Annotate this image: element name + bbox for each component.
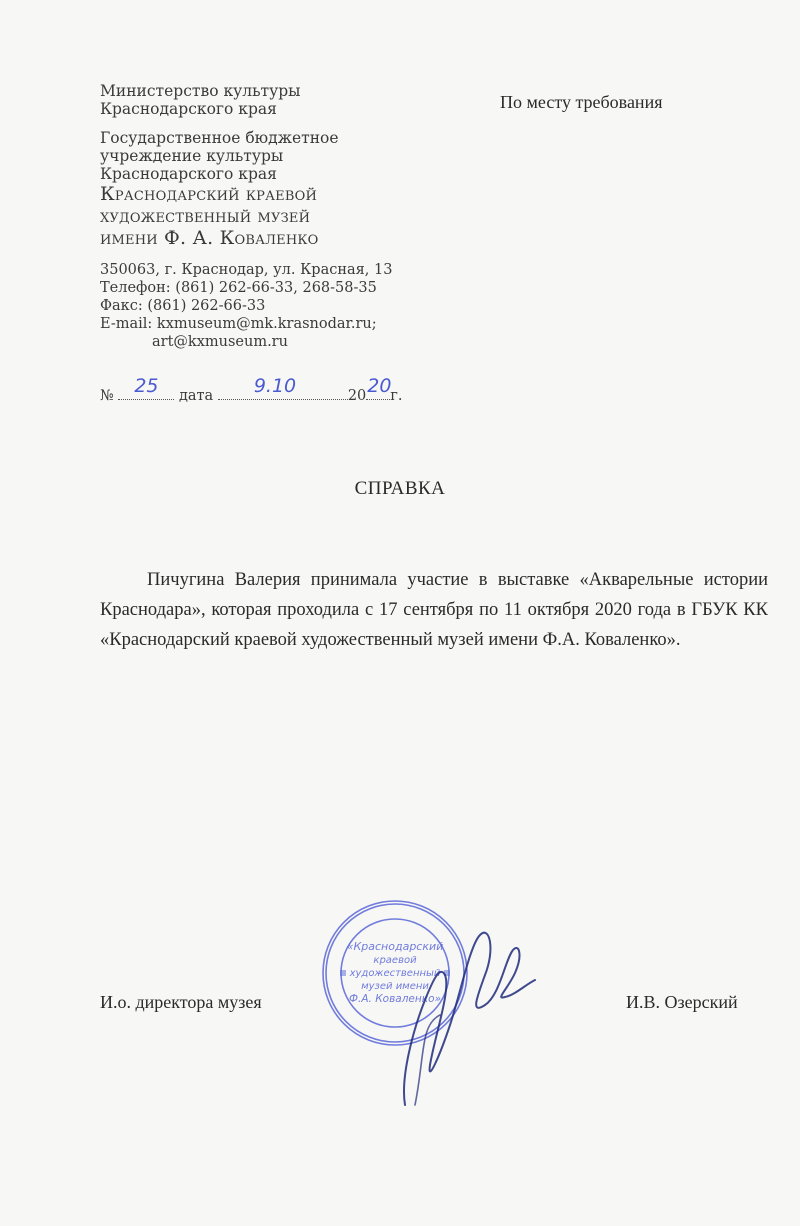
ministry-line-2: Краснодарского края bbox=[100, 100, 277, 118]
stamp-text-5: Ф.А. Коваленко» bbox=[348, 993, 442, 1005]
year-suffix: г. bbox=[390, 388, 403, 404]
signatory-position: И.о. директора музея bbox=[100, 992, 262, 1012]
number-label: № bbox=[100, 388, 114, 404]
stamp-text-3: художественный bbox=[349, 968, 441, 979]
museum-name-line-2: художественный музей bbox=[100, 205, 311, 227]
document-title: СПРАВКА bbox=[354, 478, 446, 499]
handwritten-signature bbox=[385, 905, 545, 1125]
institution-line-3: Краснодарского края bbox=[100, 165, 277, 183]
recipient-line: По месту требования bbox=[500, 92, 663, 112]
year-value: 20 bbox=[367, 375, 392, 397]
stamp-text-4: музей имени bbox=[361, 981, 429, 992]
date-label: дата bbox=[178, 388, 214, 404]
stamp-text-2: краевой bbox=[373, 955, 417, 966]
museum-email-2: art@kxmuseum.ru bbox=[152, 334, 288, 350]
number-value: 25 bbox=[134, 375, 159, 397]
date-value: 9.10 bbox=[253, 375, 297, 397]
year-field bbox=[366, 375, 392, 400]
stamp-text-1: «Краснодарский bbox=[346, 940, 444, 953]
institution-line-1: Государственное бюджетное bbox=[100, 129, 339, 147]
institution-line-2: учреждение культуры bbox=[100, 147, 284, 165]
museum-address: 350063, г. Краснодар, ул. Красная, 13 bbox=[100, 262, 393, 278]
certificate-body-text: Пичугина Валерия принимала участие в выставке «Акварельные истории Краснодара», которая проходила с 17 сентября по 11 октября 2020 года в ГБУК КК «Краснодарский краевой художественный музей имени Ф.А. Коваленко». bbox=[100, 570, 768, 650]
year-prefix: 20 bbox=[347, 388, 367, 404]
registration-line bbox=[100, 375, 403, 404]
ministry-line-1: Министерство культуры bbox=[100, 82, 301, 100]
signatory-name: И.В. Озерский bbox=[626, 992, 738, 1012]
museum-phone: Телефон: (861) 262-66-33, 268-58-35 bbox=[100, 280, 377, 296]
museum-name-line-1: Краснодарский краевой bbox=[100, 183, 318, 205]
museum-email-1: E-mail: kxmuseum@mk.krasnodar.ru; bbox=[100, 316, 377, 332]
letterhead bbox=[100, 82, 430, 351]
date-field bbox=[218, 375, 348, 400]
museum-name-line-3: имени Ф. А. Коваленко bbox=[100, 227, 319, 249]
number-field bbox=[118, 375, 174, 400]
museum-fax: Факс: (861) 262-66-33 bbox=[100, 298, 266, 314]
